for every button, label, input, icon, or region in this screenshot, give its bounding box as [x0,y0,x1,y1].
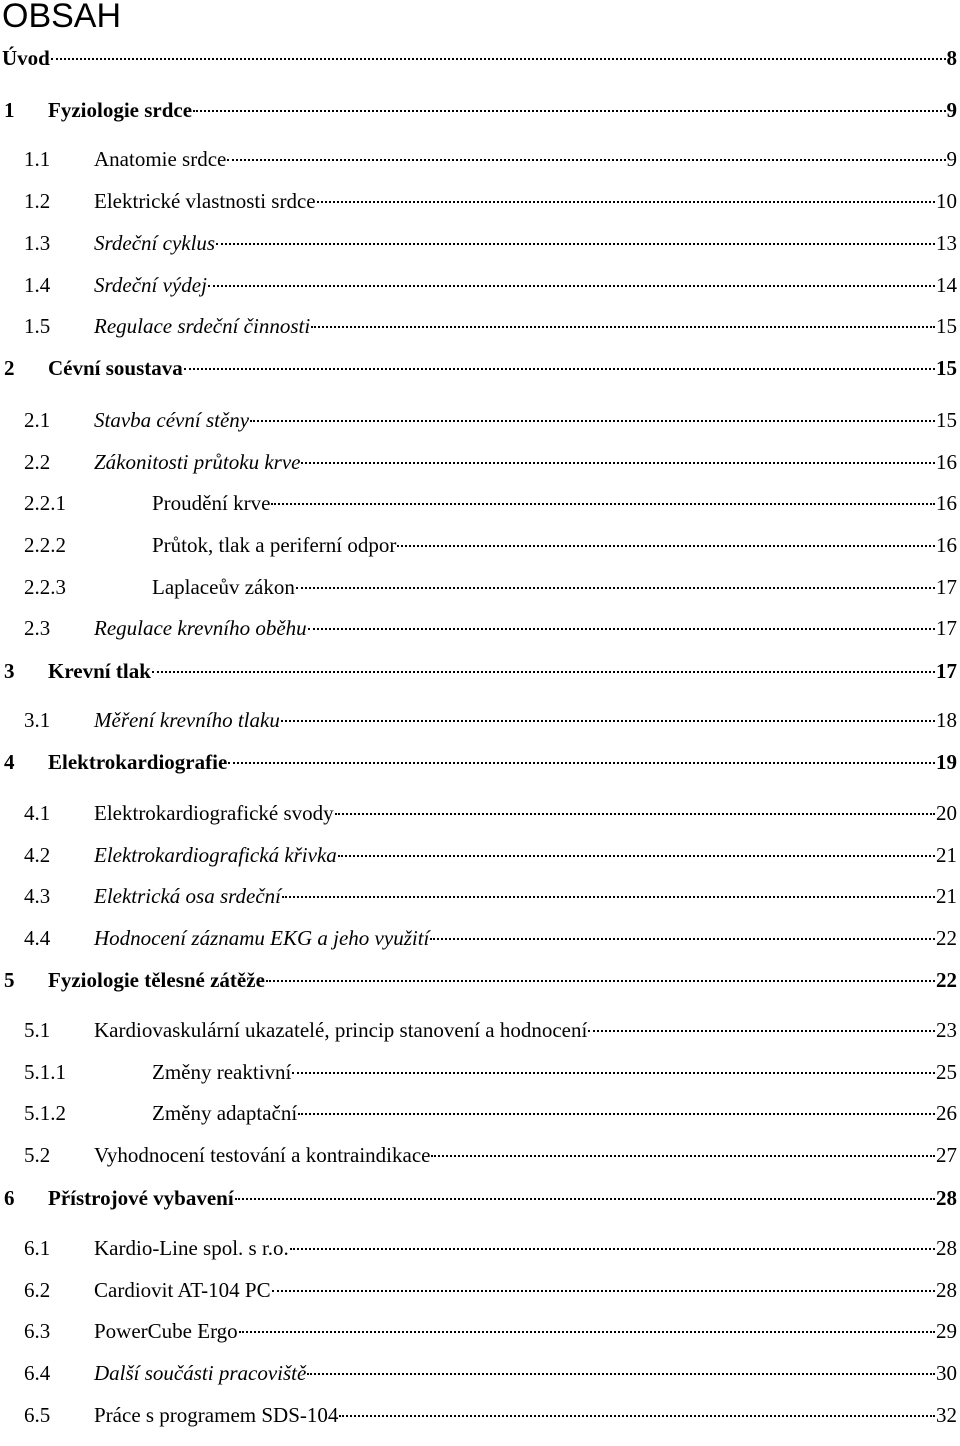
toc-entry-number: 2.2.2 [24,533,66,557]
toc-entry[interactable] [24,1316,957,1346]
toc-entry-page-number: 15 [936,408,957,432]
toc-leader-dots [208,284,935,287]
toc-entry-page-number: 17 [936,616,957,640]
toc-entry-number: 2 [4,356,15,380]
toc-entry-title: Stavba cévní stěny [94,408,250,432]
toc-entry[interactable] [24,186,957,216]
page-title: OBSAH [2,0,122,35]
toc-entry-number: 2.2.3 [24,575,66,599]
toc-entry[interactable] [24,1057,957,1087]
toc-entry-page-number: 25 [936,1060,957,1084]
toc-entry[interactable] [24,488,957,518]
toc-entry-page-number: 18 [936,708,957,732]
toc-leader-dots [430,937,935,940]
toc-entry-number: 6.5 [24,1403,51,1427]
toc-entry-title: Přístrojové vybavení [48,1186,234,1210]
toc-entry-title: Proudění krve [152,491,271,515]
toc-entry[interactable] [4,656,957,686]
toc-leader-dots [239,1330,935,1333]
toc-entry-page-number: 16 [936,450,957,474]
toc-leader-dots [235,1197,935,1200]
toc-leader-dots [216,242,935,245]
toc-entry-title: Změny reaktivní [152,1060,292,1084]
toc-entry[interactable] [4,1183,957,1213]
toc-entry-number: 4.4 [24,926,51,950]
toc-leader-dots [397,544,935,547]
toc-leader-dots [193,109,945,112]
toc-entry-number: 4 [4,750,15,774]
toc-leader-dots [272,1289,935,1292]
toc-entry-title: Cardiovit AT-104 PC [94,1278,271,1302]
toc-entry-page-number: 15 [936,356,957,380]
toc-leader-dots [281,719,935,722]
toc-entry-page-number: 30 [936,1361,957,1385]
toc-entry[interactable] [2,43,957,73]
toc-leader-dots [335,812,935,815]
toc-entry[interactable] [24,705,957,735]
toc-leader-dots [51,57,946,60]
toc-entry-page-number: 17 [936,659,957,683]
toc-entry[interactable] [24,270,957,300]
toc-entry-page-number: 26 [936,1101,957,1125]
toc-entry-number: 5 [4,968,15,992]
toc-entry-number: 6.4 [24,1361,51,1385]
toc-entry[interactable] [4,95,957,125]
toc-entry-title: Fyziologie srdce [48,98,193,122]
toc-entry-title: Regulace srdeční činnosti [94,314,311,338]
toc-entry[interactable] [24,228,957,258]
toc-entry-title: Anatomie srdce [94,147,227,171]
toc-entry-number: 1.5 [24,314,51,338]
toc-entry-title: Hodnocení záznamu EKG a jeho využití [94,926,430,950]
toc-entry-number: 2.2 [24,450,51,474]
toc-entry[interactable] [24,447,957,477]
toc-entry-title: Úvod [2,46,50,70]
toc-entry[interactable] [24,144,957,174]
toc-entry-page-number: 15 [936,314,957,338]
toc-entry-title: Elektrokardiografická křivka [94,843,337,867]
toc-entry-number: 4.3 [24,884,51,908]
toc-entry[interactable] [24,798,957,828]
toc-entry[interactable] [24,840,957,870]
toc-entry[interactable] [4,353,957,383]
toc-entry[interactable] [24,1098,957,1128]
toc-entry-number: 1 [4,98,15,122]
toc-leader-dots [266,979,935,982]
toc-entry-title: Elektrokardiografie [48,750,228,774]
toc-leader-dots [307,1372,935,1375]
toc-entry-title: Elektrická osa srdeční [94,884,282,908]
toc-leader-dots [228,761,935,764]
toc-entry[interactable] [24,1233,957,1263]
toc-entry-page-number: 16 [936,533,957,557]
toc-entry-page-number: 28 [936,1236,957,1260]
toc-entry-number: 2.1 [24,408,51,432]
toc-entry-number: 1.4 [24,273,51,297]
toc-entry[interactable] [24,613,957,643]
toc-leader-dots [296,586,935,589]
toc-entry-number: 1.2 [24,189,51,213]
toc-entry-page-number: 22 [936,926,957,950]
toc-entry-title: Cévní soustava [48,356,183,380]
toc-leader-dots [250,419,935,422]
toc-entry[interactable] [24,1400,957,1430]
toc-leader-dots [311,325,935,328]
toc-entry[interactable] [4,965,957,995]
toc-entry-page-number: 21 [936,843,957,867]
toc-entry-title: Elektrokardiografické svody [94,801,334,825]
toc-entry-number: 5.1.2 [24,1101,66,1125]
toc-entry-title: Krevní tlak [48,659,151,683]
toc-entry-number: 2.3 [24,616,51,640]
toc-entry-page-number: 9 [946,147,957,171]
toc-entry-number: 6 [4,1186,15,1210]
toc-entry-number: 4.2 [24,843,51,867]
toc-entry-page-number: 32 [936,1403,957,1427]
toc-leader-dots [308,627,935,630]
toc-entry-title: PowerCube Ergo [94,1319,238,1343]
toc-entry-title: Práce s programem SDS-104 [94,1403,339,1427]
toc-entry-title: Průtok, tlak a periferní odpor [152,533,397,557]
toc-leader-dots [317,200,935,203]
toc-entry-title: Srdeční cyklus [94,231,216,255]
toc-entry-number: 2.2.1 [24,491,66,515]
toc-entry-title: Fyziologie tělesné zátěže [48,968,265,992]
toc-leader-dots [298,1112,935,1115]
toc-entry-page-number: 14 [936,273,957,297]
toc-entry[interactable] [24,311,957,341]
toc-entry[interactable] [24,1358,957,1388]
toc-entry-page-number: 19 [936,750,957,774]
toc-entry-page-number: 28 [936,1186,957,1210]
toc-entry-title: Srdeční výdej [94,273,207,297]
toc-entry-title: Elektrické vlastnosti srdce [94,189,316,213]
toc-entry-page-number: 21 [936,884,957,908]
toc-leader-dots [588,1029,935,1032]
toc-entry-number: 4.1 [24,801,51,825]
toc-entry[interactable] [24,923,957,953]
toc-entry-title: Měření krevního tlaku [94,708,280,732]
toc-entry-title: Zákonitosti průtoku krve [94,450,301,474]
toc-entry-number: 5.2 [24,1143,51,1167]
toc-leader-dots [290,1247,935,1250]
toc-entry-page-number: 17 [936,575,957,599]
toc-entry[interactable] [24,405,957,435]
toc-entry-page-number: 27 [936,1143,957,1167]
toc-entry-title: Laplaceův zákon [152,575,295,599]
toc-entry-title: Další součásti pracoviště [94,1361,307,1385]
toc-entry-title: Vyhodnocení testování a kontraindikace [94,1143,431,1167]
toc-entry-page-number: 8 [946,46,957,70]
toc-entry[interactable] [24,1140,957,1170]
toc-entry[interactable] [24,572,957,602]
toc-entry-number: 1.3 [24,231,51,255]
toc-leader-dots [339,1414,935,1417]
toc-entry-page-number: 22 [936,968,957,992]
toc-entry-number: 5.1 [24,1018,51,1042]
toc-entry-title: Změny adaptační [152,1101,298,1125]
toc-entry-page-number: 13 [936,231,957,255]
toc-entry-page-number: 9 [946,98,957,122]
toc-entry[interactable] [24,881,957,911]
toc-entry[interactable] [24,530,957,560]
toc-entry-page-number: 20 [936,801,957,825]
toc-entry-title: Kardio-Line spol. s r.o. [94,1236,289,1260]
toc-leader-dots [292,1071,935,1074]
toc-entry-page-number: 23 [936,1018,957,1042]
toc-leader-dots [271,502,935,505]
toc-entry[interactable] [4,747,957,777]
toc-entry-page-number: 29 [936,1319,957,1343]
toc-entry-number: 3 [4,659,15,683]
toc-leader-dots [338,854,935,857]
toc-entry-number: 6.3 [24,1319,51,1343]
toc-entry-page-number: 16 [936,491,957,515]
toc-entry-number: 1.1 [24,147,51,171]
toc-leader-dots [282,895,935,898]
toc-entry-title: Regulace krevního oběhu [94,616,307,640]
toc-entry-number: 3.1 [24,708,51,732]
toc-entry-page-number: 10 [936,189,957,213]
toc-entry-number: 5.1.1 [24,1060,66,1084]
toc-leader-dots [431,1154,935,1157]
toc-leader-dots [152,670,935,673]
toc-leader-dots [184,367,935,370]
toc-entry-title: Kardiovaskulární ukazatelé, princip stanovení a hodnocení [94,1018,588,1042]
toc-entry-number: 6.1 [24,1236,51,1260]
toc-entry-number: 6.2 [24,1278,51,1302]
toc-leader-dots [301,461,935,464]
toc-entry[interactable] [24,1275,957,1305]
toc-leader-dots [227,158,945,161]
toc-entry[interactable] [24,1015,957,1045]
toc-entry-page-number: 28 [936,1278,957,1302]
